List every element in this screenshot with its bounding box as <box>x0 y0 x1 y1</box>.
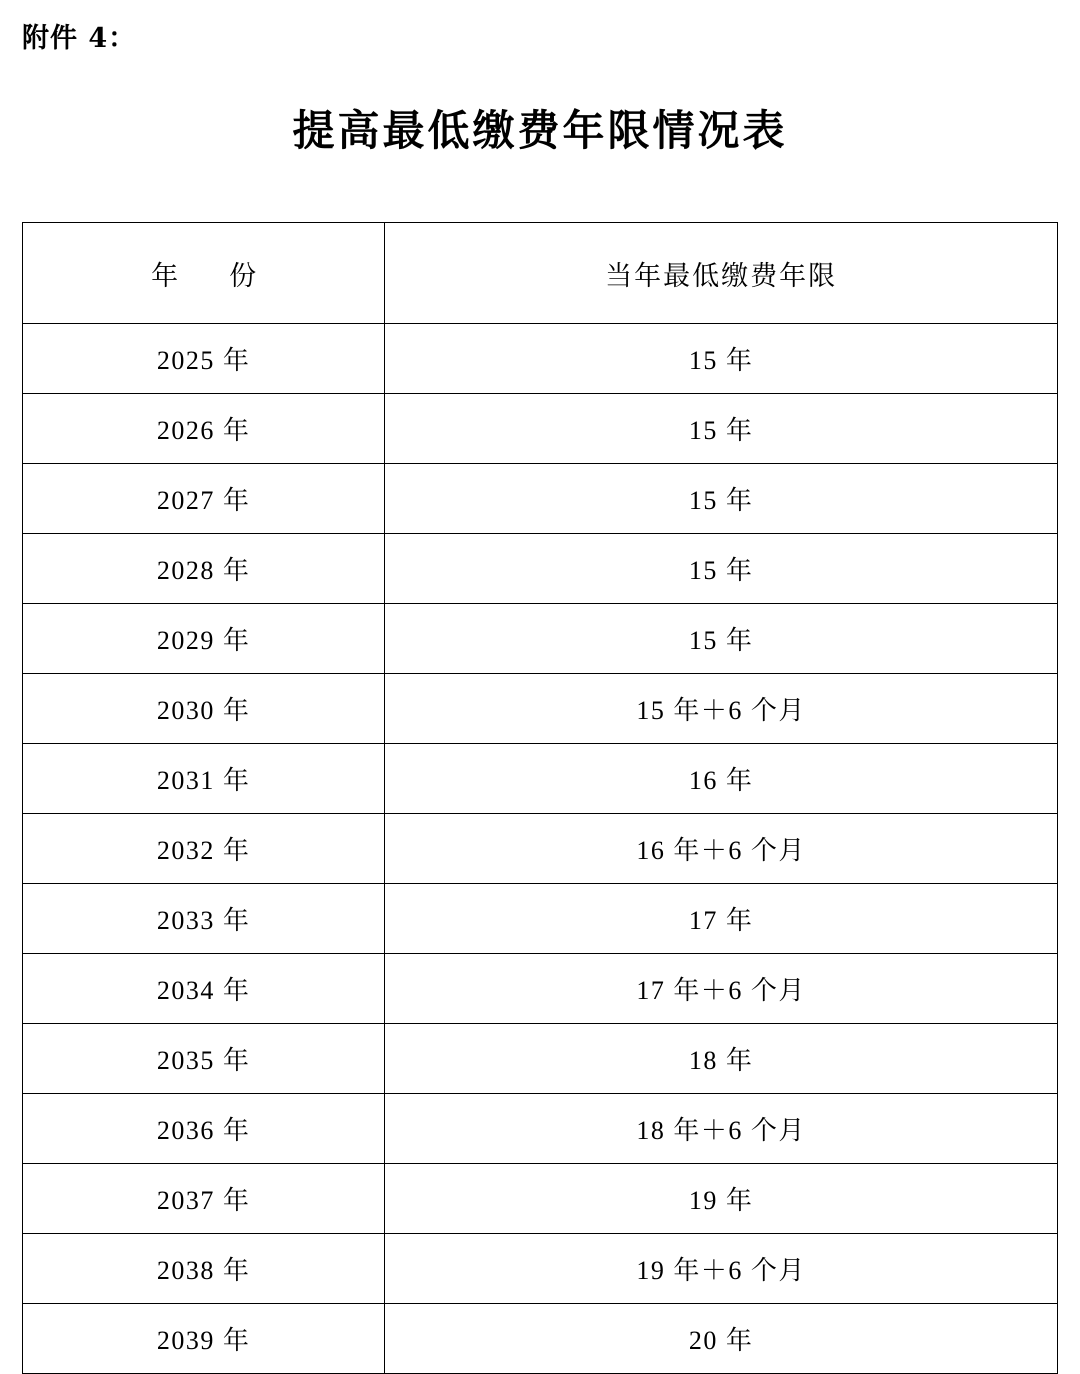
cell-year: 2033 年 <box>23 884 385 954</box>
cell-year: 2035 年 <box>23 1024 385 1094</box>
cell-minimum-years: 15 年 <box>385 604 1058 674</box>
page-title: 提高最低缴费年限情况表 <box>292 106 788 155</box>
table-row <box>23 464 1058 534</box>
table-row <box>23 744 1058 814</box>
table-row <box>23 604 1058 674</box>
table-container <box>22 222 1058 1374</box>
cell-year: 2037 年 <box>23 1164 385 1234</box>
cell-minimum-years: 19 年 <box>385 1164 1058 1234</box>
cell-minimum-years: 18 年 <box>385 1024 1058 1094</box>
cell-minimum-years: 15 年 <box>385 534 1058 604</box>
table-row <box>23 1234 1058 1304</box>
table-row <box>23 534 1058 604</box>
cell-year: 2025 年 <box>23 324 385 394</box>
cell-minimum-years: 17 年 <box>385 884 1058 954</box>
table-row <box>23 674 1058 744</box>
cell-year: 2026 年 <box>23 394 385 464</box>
minimum-contribution-years-table <box>22 222 1058 1374</box>
table-row <box>23 884 1058 954</box>
table-row <box>23 1024 1058 1094</box>
cell-year: 2034 年 <box>23 954 385 1024</box>
cell-year: 2030 年 <box>23 674 385 744</box>
cell-minimum-years: 15 年＋6 个月 <box>385 674 1058 744</box>
cell-minimum-years: 15 年 <box>385 394 1058 464</box>
table-row <box>23 954 1058 1024</box>
table-header-row <box>23 223 1058 324</box>
table-row <box>23 1094 1058 1164</box>
cell-year: 2032 年 <box>23 814 385 884</box>
cell-year: 2036 年 <box>23 1094 385 1164</box>
table-row <box>23 394 1058 464</box>
cell-year: 2029 年 <box>23 604 385 674</box>
table-row <box>23 814 1058 884</box>
cell-year: 2027 年 <box>23 464 385 534</box>
cell-year: 2031 年 <box>23 744 385 814</box>
table-body <box>23 324 1058 1374</box>
cell-minimum-years: 20 年 <box>385 1304 1058 1374</box>
cell-minimum-years: 16 年 <box>385 744 1058 814</box>
attachment-label: 附件 4： <box>22 23 137 54</box>
table-row <box>23 1304 1058 1374</box>
column-header-year: 年 份 <box>23 223 385 324</box>
cell-year: 2038 年 <box>23 1234 385 1304</box>
cell-minimum-years: 15 年 <box>385 464 1058 534</box>
cell-minimum-years: 18 年＋6 个月 <box>385 1094 1058 1164</box>
cell-minimum-years: 15 年 <box>385 324 1058 394</box>
cell-minimum-years: 17 年＋6 个月 <box>385 954 1058 1024</box>
table-row <box>23 324 1058 394</box>
table-row <box>23 1164 1058 1234</box>
column-header-value: 当年最低缴费年限 <box>385 223 1058 324</box>
cell-minimum-years: 16 年＋6 个月 <box>385 814 1058 884</box>
cell-minimum-years: 19 年＋6 个月 <box>385 1234 1058 1304</box>
cell-year: 2028 年 <box>23 534 385 604</box>
table-header <box>23 223 1058 324</box>
cell-year: 2039 年 <box>23 1304 385 1374</box>
